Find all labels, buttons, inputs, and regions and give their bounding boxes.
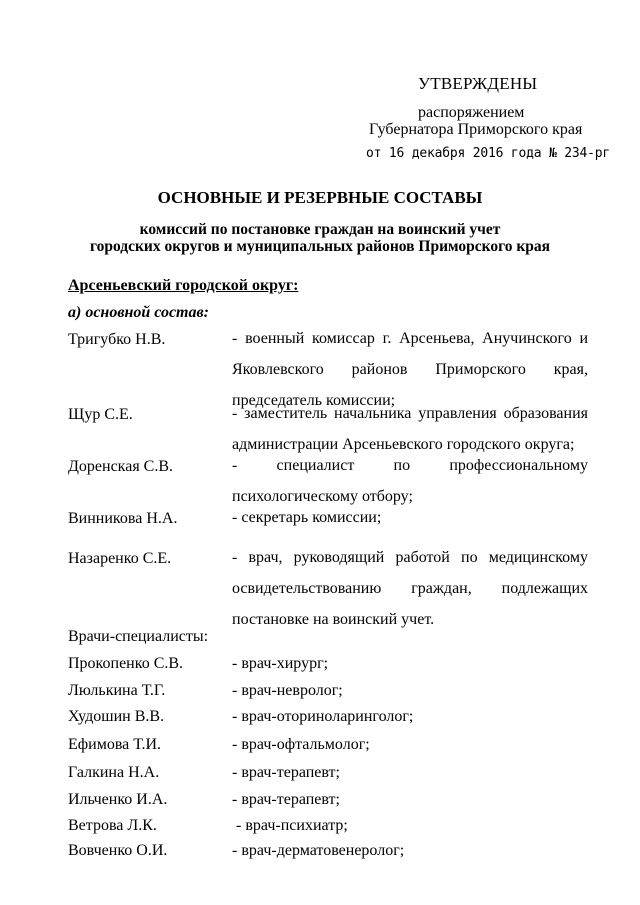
doctor-name: Галкина Н.А. <box>68 764 160 781</box>
doctor-role: - врач-оториноларинголог; <box>232 708 414 725</box>
doctor-role: - врач-дерматовенеролог; <box>232 842 405 859</box>
approval-line-2: Губернатора Приморского края <box>369 121 583 138</box>
subsection-title: а) основной состав: <box>68 304 209 321</box>
doctor-role: - врач-психиатр; <box>232 817 348 834</box>
member-role <box>232 542 588 635</box>
member-name: Щур С.Е. <box>68 406 133 423</box>
document-subtitle-1: комиссий по постановке граждан на воинский учет <box>139 221 501 238</box>
document-title: ОСНОВНЫЕ И РЕЗЕРВНЫЕ СОСТАВЫ <box>157 188 483 207</box>
member-name: Винникова Н.А. <box>68 510 178 527</box>
doctor-role: - врач-офтальмолог; <box>232 736 370 753</box>
member-role-line: Яковлевского районов Приморского края, <box>232 361 588 378</box>
member-name: Назаренко С.Е. <box>68 550 172 567</box>
member-role-line: администрации Арсеньевского городского округа; <box>232 436 575 453</box>
doctor-role: - врач-терапевт; <box>232 791 340 808</box>
doctor-role: - врач-хирург; <box>232 655 329 672</box>
member-role-line: психологическому отбору; <box>232 488 413 505</box>
approval-line-1: распоряжением <box>418 104 525 121</box>
approval-date: от 16 декабря 2016 года № 234-рг <box>366 146 611 161</box>
doctor-role: - врач-невролог; <box>232 682 343 699</box>
member-role-line: председатель комиссии; <box>232 392 396 409</box>
doctor-name: Ветрова Л.К. <box>68 817 157 834</box>
member-role <box>232 502 588 533</box>
member-role-line: - врач, руководящий работой по медицинскому <box>232 549 588 566</box>
doctor-name: Люлькина Т.Г. <box>68 682 166 699</box>
member-role-line: постановке на воинский учет. <box>232 611 435 628</box>
doctor-role: - врач-терапевт; <box>232 764 340 781</box>
member-role-line: освидетельствованию граждан, подлежащих <box>232 580 588 597</box>
member-role-line: - заместитель начальника управления образования <box>232 405 588 422</box>
approval-title: УТВЕРЖДЕНЫ <box>418 74 538 93</box>
document-subtitle-2: городских округов и муниципальных районов Приморского края <box>89 238 551 255</box>
member-role-line: - военный комиссар г. Арсеньева, Анучинского и <box>232 330 588 347</box>
doctor-name: Вовченко О.И. <box>68 842 168 859</box>
member-name: Тригубко Н.В. <box>68 331 166 348</box>
doctor-name: Ильченко И.А. <box>68 791 168 808</box>
doctor-name: Прокопенко С.В. <box>68 655 184 672</box>
doctors-label: Врачи-специалисты: <box>68 628 209 645</box>
member-role-line: - специалист по профессиональному <box>232 457 588 474</box>
doctor-name: Ефимова Т.И. <box>68 736 161 753</box>
member-name: Доренская С.В. <box>68 458 174 475</box>
member-role-line: - секретарь комиссии; <box>232 509 382 526</box>
doctor-name: Худошин В.В. <box>68 708 165 725</box>
section-title: Арсеньевский городской округ: <box>68 277 299 294</box>
